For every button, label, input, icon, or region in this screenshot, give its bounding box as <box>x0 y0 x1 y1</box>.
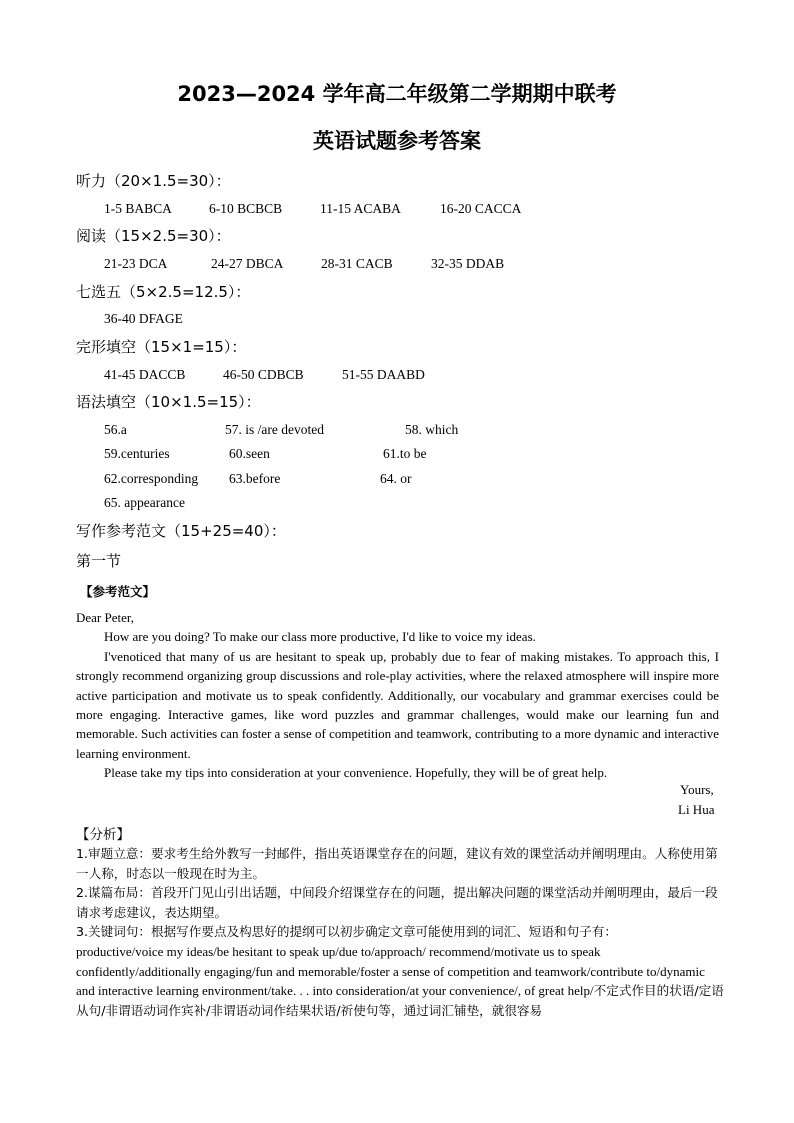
page-title: 2023—2024 学年高二年级第二学期期中联考 <box>177 82 617 106</box>
answer-item: 59.centuries <box>104 446 170 461</box>
answer-item: 24-27 DBCA <box>211 256 284 271</box>
answer-item: 1-5 BABCA <box>104 201 172 216</box>
essay-closing: Yours, <box>680 782 714 797</box>
answer-item: 57. is /are devoted <box>225 422 324 437</box>
answer-item: 21-23 DCA <box>104 256 168 271</box>
answer-item: 46-50 CDBCB <box>223 367 304 382</box>
analysis-keywords <box>76 942 726 1020</box>
writing-heading: 写作参考范文（15+25=40）： <box>76 522 286 540</box>
essay-paragraph: Please take my tips into consideration at your convenience. Hopefully, they will be of great help. <box>104 765 608 781</box>
answer-item: 32-35 DDAB <box>431 256 505 271</box>
answer-item: 36-40 DFAGE <box>104 311 183 326</box>
analysis-item: 1.审题立意：要求考生给外教写一封邮件，指出英语课堂存在的问题，建议有效的课堂活动并阐明理由。人称使用第一人称，时态以一般现在时为主。 <box>76 846 718 881</box>
answer-item: 58. which <box>405 422 459 437</box>
analysis-item: 3.关键词句：根据写作要点及构思好的提纲可以初步确定文章可能使用到的词汇、短语和句子有： <box>76 924 617 940</box>
answer-item: 63.before <box>229 471 281 486</box>
answer-item: 61.to be <box>383 446 427 461</box>
essay-paragraph: How are you doing? To make our class more productive, I'd like to voice my ideas. <box>104 629 536 645</box>
answer-item: 51-55 DAABD <box>342 367 425 382</box>
answer-item: 41-45 DACCB <box>104 367 186 382</box>
analysis-heading: 【分析】 <box>76 827 130 843</box>
answer-item: 28-31 CACB <box>321 256 393 271</box>
answer-item: 16-20 CACCA <box>440 201 522 216</box>
page-subtitle: 英语试题参考答案 <box>313 129 481 153</box>
sample-essay-tag: 【参考范文】 <box>80 584 156 599</box>
answer-item: 60.seen <box>229 446 270 461</box>
answer-item: 6-10 BCBCB <box>209 201 283 216</box>
analysis-item: 2.谋篇布局：首段开门见山引出话题，中间段介绍课堂存在的问题，提出解决问题的课堂活动并阐明理由，最后一段请求考虑建议，表达期望。 <box>76 885 718 920</box>
reading-heading: 阅读（15×2.5=30）： <box>76 227 231 245</box>
analysis-body <box>76 844 726 1020</box>
answer-item: 56.a <box>104 422 127 437</box>
answer-item: 62.corresponding <box>104 471 199 486</box>
writing-part-label: 第一节 <box>76 552 122 570</box>
essay-paragraph: I'venoticed that many of us are hesitant to speak up, probably due to fear of making mistakes. To approach this, I strongly recommend organizing group discussions and role-play activities, where the relaxed atmosphere will inspire more active participation and motivate us to speak confidently. Additionally, our vocabulary and grammar exercises could be more engaging. Interactive games, like word puzzles and grammar challenges, would make our learning fun and memorable. Such activities can foster a sense of competition and teamwork, contributing to a more dynamic and interactive learning environment. <box>76 648 719 761</box>
answer-item: 65. appearance <box>104 495 185 510</box>
grammar-heading: 语法填空（10×1.5=15）： <box>76 393 261 411</box>
essay-salutation: Dear Peter, <box>76 610 134 625</box>
analysis-item-tail: 不定式作目的状语/定语从句/非谓语动词作宾补/非谓语动词作结果状语/祈使句等，通过词汇铺垫，就很容易 <box>76 983 724 1018</box>
answer-item: 11-15 ACABA <box>320 201 401 216</box>
keyword-list: productive/voice my ideas/be hesitant to speak up/due to/approach/ recommend/motivate us to speak confidently/additionally engaging/fun and memorable/foster a sense of competition and teamwork/contribute to/dynamic and interactive learning environment/take. . . into consideration/at your convenience/, of great help/ <box>76 943 705 999</box>
listening-heading: 听力（20×1.5=30）： <box>76 172 231 190</box>
seven-five-heading: 七选五（5×2.5=12.5）： <box>76 283 251 301</box>
cloze-heading: 完形填空（15×1=15）： <box>76 338 247 356</box>
essay-signature: Li Hua <box>678 802 715 817</box>
sample-essay <box>76 608 719 783</box>
answer-item: 64. or <box>380 471 412 486</box>
